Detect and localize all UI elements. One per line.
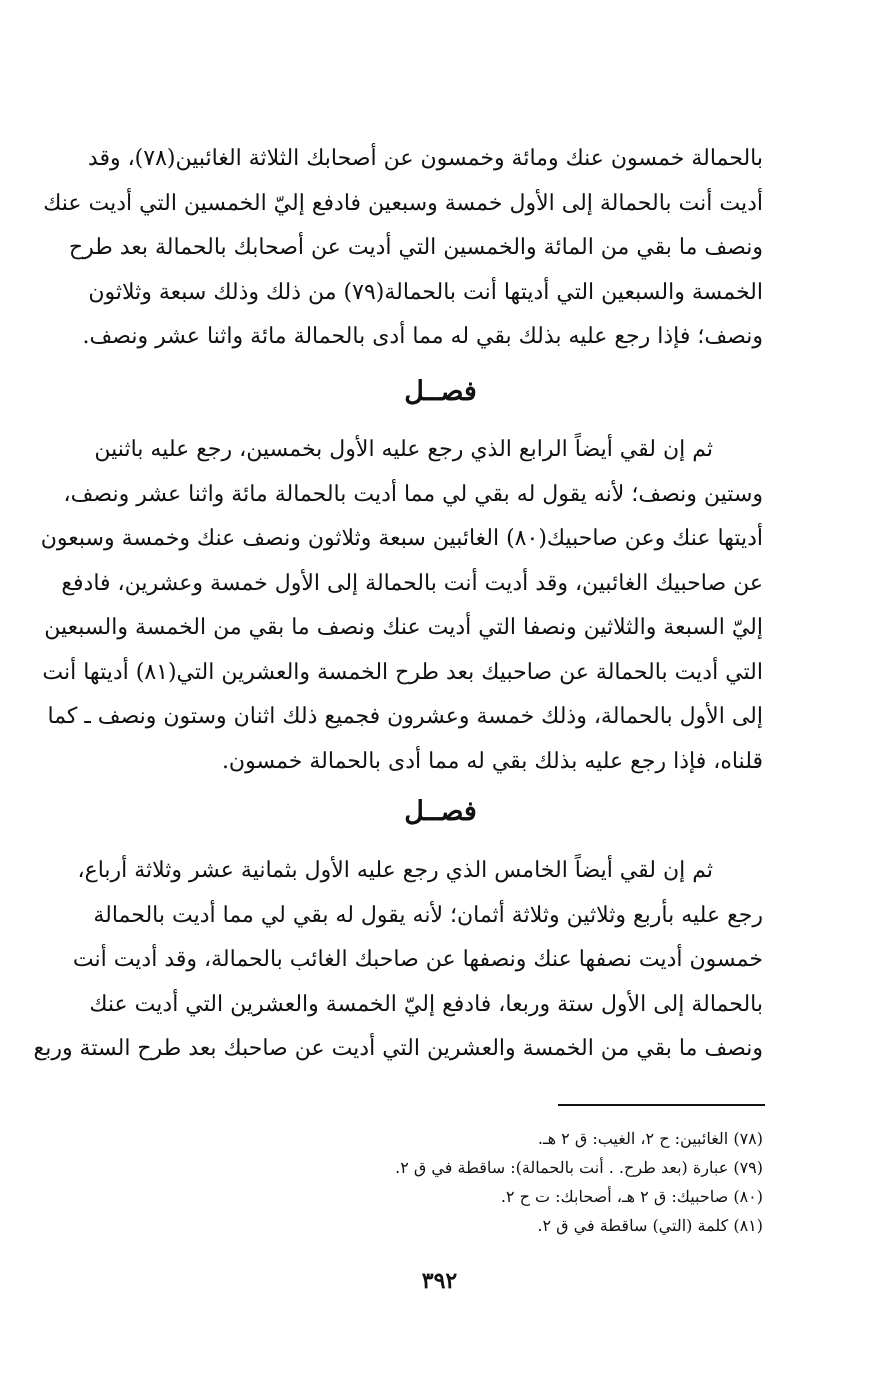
paragraph-line: إليّ السبعة والثلاثين ونصفا التي أديت عنك ونصف ما بقي من الخمسة والسبعين (44, 615, 763, 640)
paragraph-line: ثم إن لقي أيضاً الخامس الذي رجع عليه الأول بثمانية عشر وثلاثة أرباع، (77, 858, 713, 883)
paragraph-line: قلناه، فإذا رجع عليه بذلك بقي له مما أدى بالحمالة خمسون. (221, 748, 763, 774)
paragraph-line: ثم إن لقي أيضاً الرابع الذي رجع عليه الأول بخمسين، رجع عليه باثنين (94, 437, 713, 462)
footnote-item: (٧٨) الغائبين: ح ٢، الغيب: ق ٢ هـ. (537, 1129, 763, 1148)
footnote-item: (٨٠) صاحبيك: ق ٢ هـ، أصحابك: ت ح ٢. (500, 1187, 763, 1206)
paragraph-line: أديت أنت بالحمالة إلى الأول خمسة وسبعين فادفع إليّ الخمسين التي أديت عنك (43, 190, 763, 216)
section-heading: فصــل (404, 376, 477, 407)
footnotes (118, 1124, 763, 1240)
paragraph-line: أديتها عنك وعن صاحبيك(٨٠) الغائبين سبعة وثلاثون ونصف عنك وخمسة وسبعون (40, 526, 763, 551)
paragraph-2 (40, 428, 763, 784)
footnote-divider (558, 1104, 765, 1106)
paragraph-line: بالحمالة إلى الأول ستة وربعا، فادفع إليّ الخمسة والعشرين التي أديت عنك (89, 991, 763, 1017)
paragraph-line: ونصف ما بقي من المائة والخمسين التي أديت عن أصحابك بالحمالة بعد طرح (68, 235, 763, 260)
paragraph-line: وستين ونصف؛ لأنه يقول له بقي لي مما أديت بالحمالة مائة واثنا عشر ونصف، (63, 481, 763, 507)
footnote-item: (٨١) كلمة (التي) ساقطة في ق ٢. (537, 1216, 763, 1235)
paragraph-line: الخمسة والسبعين التي أديتها أنت بالحمالة(٧٩) من ذلك وذلك سبعة وثلاثون (88, 279, 763, 305)
paragraph-line: التي أديت بالحمالة عن صاحبيك بعد طرح الخمسة والعشرين التي(٨١) أديتها أنت (42, 659, 763, 685)
paragraph-line: ونصف ما بقي من الخمسة والعشرين التي أديت عن صاحبك بعد طرح الستة وربع (33, 1036, 763, 1061)
paragraph-line: خمسون أديت نصفها عنك ونصفها عن صاحبك الغائب بالحمالة، وقد أديت أنت (72, 947, 763, 972)
paragraph-3 (33, 849, 763, 1072)
paragraph-line: بالحمالة خمسون عنك ومائة وخمسون عن أصحابك الثلاثة الغائبين(٧٨)، وقد (87, 146, 763, 171)
section-heading: فصــل (404, 796, 477, 827)
paragraph-line: ونصف؛ فإذا رجع عليه بذلك بقي له مما أدى بالحمالة مائة واثنا عشر ونصف. (82, 324, 763, 349)
paragraph-line: رجع عليه بأربع وثلاثين وثلاثة أثمان؛ لأنه يقول له بقي لي مما أديت بالحمالة (93, 902, 763, 928)
page-number: ٣٩٢ (421, 1268, 458, 1294)
paragraph-line: عن صاحبيك الغائبين، وقد أديت أنت بالحمالة إلى الأول خمسة وعشرين، فادفع (61, 570, 763, 596)
paragraph-line: إلى الأول بالحمالة، وذلك خمسة وعشرون فجميع ذلك اثنان وستون ونصف ـ كما (47, 704, 763, 729)
footnote-item: (٧٩) عبارة (بعد طرح. . أنت بالحمالة): ساقطة في ق ٢. (395, 1158, 763, 1177)
paragraph-1 (43, 137, 763, 360)
